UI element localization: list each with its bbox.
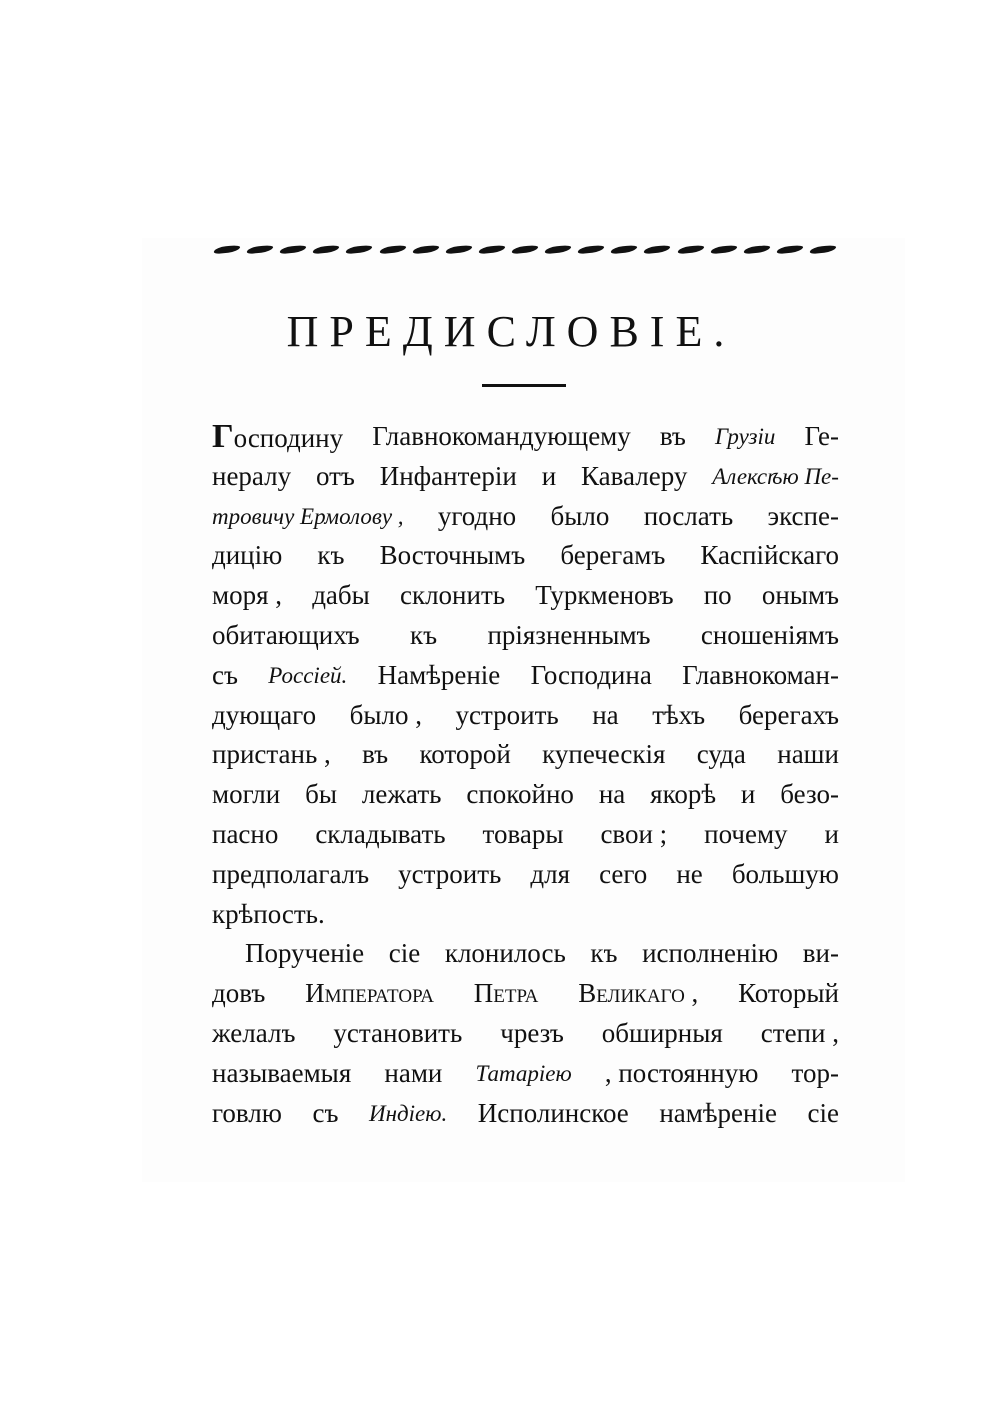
- word: онымъ: [761, 580, 839, 611]
- text-line: [212, 1054, 839, 1094]
- ornament-flourish-icon: [643, 244, 672, 253]
- word: устроить: [398, 858, 502, 889]
- ornament-flourish-icon: [478, 244, 507, 253]
- word: Татаріею: [475, 1060, 572, 1086]
- ornament-flourish-icon: [709, 244, 738, 253]
- text-line: [212, 934, 839, 974]
- paragraph: [212, 417, 839, 934]
- word: свои ;: [600, 818, 668, 849]
- word: и: [541, 460, 557, 491]
- word: Который: [738, 978, 839, 1009]
- word: товары: [482, 818, 564, 849]
- ornament-flourish-icon: [676, 244, 705, 253]
- word: Индіею.: [369, 1100, 448, 1126]
- text-line: [212, 457, 839, 497]
- word: къ: [317, 540, 345, 571]
- word: съ: [312, 1097, 339, 1128]
- word: довъ: [212, 978, 266, 1009]
- text-line: [212, 815, 839, 855]
- word: клонилось: [444, 938, 566, 969]
- text-line: [212, 497, 839, 537]
- word: суда: [696, 739, 746, 770]
- ornament-flourish-icon: [411, 244, 440, 253]
- word: моря ,: [212, 580, 283, 611]
- page-title: ПРЕДИСЛОВІЕ.: [286, 307, 736, 356]
- word: къ: [590, 938, 618, 969]
- text-line: [212, 855, 839, 895]
- word: наши: [777, 739, 839, 770]
- ornament-flourish-icon: [544, 244, 573, 253]
- title-divider-rule: [482, 384, 566, 387]
- word: предполагалъ: [212, 858, 370, 889]
- word: Главнокомандующему: [372, 421, 631, 451]
- word: желалъ: [212, 1017, 296, 1048]
- word: Восточнымъ: [379, 540, 526, 571]
- word: Великаго ,: [578, 978, 699, 1009]
- word: Императора: [305, 978, 434, 1009]
- word: пріязненнымъ: [487, 619, 651, 650]
- text-line: [212, 775, 839, 815]
- word: Намѣреніе: [377, 659, 501, 690]
- text-line: [212, 536, 839, 576]
- ornament-flourish-icon: [742, 244, 771, 253]
- word: бы: [305, 779, 338, 810]
- word: пристань ,: [212, 739, 331, 770]
- word: съ: [212, 659, 238, 690]
- word: крѣпость.: [212, 898, 325, 929]
- word: сего: [599, 858, 648, 889]
- word: дицію: [212, 540, 283, 571]
- ornament-flourish-icon: [345, 244, 374, 253]
- word: исполненію: [642, 938, 779, 969]
- word: почему: [704, 818, 788, 849]
- word: Господину: [212, 418, 344, 455]
- word: отъ: [315, 460, 355, 491]
- word: берегахъ: [738, 699, 839, 730]
- word: купеческія: [542, 739, 666, 770]
- text-line: [212, 735, 839, 775]
- word: нералу: [212, 460, 292, 491]
- word: экспе-: [767, 500, 839, 531]
- word: было: [550, 500, 610, 531]
- word: которой: [419, 739, 511, 770]
- ornament-flourish-icon: [246, 244, 275, 253]
- word: Главнокоман-: [682, 659, 839, 690]
- word: Порученіе: [245, 938, 365, 969]
- word: послать: [643, 500, 734, 531]
- word: по: [703, 580, 732, 611]
- decorative-headpiece-border: [215, 240, 835, 258]
- word: тровичу Ермолову ,: [212, 503, 404, 529]
- drop-cap: Г: [212, 418, 234, 455]
- word: и: [740, 779, 756, 810]
- word: называемыя: [212, 1057, 352, 1088]
- word: было ,: [349, 699, 422, 730]
- word: безо-: [780, 779, 839, 810]
- text-line: [212, 696, 839, 736]
- word: устроить: [455, 699, 559, 730]
- word: не: [676, 858, 703, 889]
- text-line: [212, 656, 839, 696]
- word: дабы: [312, 580, 370, 611]
- word: Грузіи: [714, 424, 776, 449]
- word: Кавалеру: [580, 460, 688, 491]
- word: берегамъ: [560, 540, 666, 571]
- word: Алексѣю Пе-: [712, 463, 839, 489]
- word: сіе: [388, 938, 421, 969]
- text-line: [212, 417, 839, 457]
- word: тор-: [791, 1057, 839, 1088]
- word: дующаго: [212, 699, 317, 730]
- word: угодно: [437, 500, 517, 531]
- word: Туркменовъ: [535, 580, 674, 611]
- word: спокойно: [466, 779, 574, 810]
- paragraph: [212, 934, 839, 1133]
- word: склонить: [399, 580, 506, 611]
- word: могли: [212, 779, 281, 810]
- word: Ге-: [804, 421, 839, 451]
- word: сіе: [807, 1097, 839, 1128]
- text-line: [212, 895, 839, 935]
- word: Петра: [473, 978, 539, 1009]
- text-line: [212, 1014, 839, 1054]
- word: на: [592, 699, 619, 730]
- text-line: [212, 616, 839, 656]
- word: установить: [333, 1017, 463, 1048]
- word: степи ,: [760, 1017, 839, 1048]
- word: на: [598, 779, 626, 810]
- word: Исполинское: [477, 1097, 629, 1128]
- text-line: [212, 974, 839, 1014]
- ornament-flourish-icon: [577, 244, 606, 253]
- word: и: [824, 818, 839, 849]
- word: говлю: [212, 1097, 282, 1128]
- ornament-flourish-icon: [511, 244, 540, 253]
- ornament-flourish-icon: [378, 244, 407, 253]
- word: складывать: [315, 818, 446, 849]
- ornament-flourish-icon: [213, 244, 242, 253]
- word: пасно: [212, 818, 279, 849]
- word: обширныя: [601, 1017, 723, 1048]
- word: Каспійскаго: [700, 540, 839, 571]
- word: Господина: [530, 659, 652, 690]
- ornament-flourish-icon: [444, 244, 473, 253]
- word: намѣреніе: [659, 1097, 777, 1128]
- ornament-flourish-icon: [610, 244, 639, 253]
- word: нами: [384, 1057, 443, 1088]
- word: къ: [410, 619, 438, 650]
- ornament-flourish-icon: [279, 244, 308, 253]
- word: лежать: [361, 779, 442, 810]
- word: , постоянную: [604, 1057, 759, 1088]
- text-line: [212, 1094, 839, 1134]
- word: въ: [659, 421, 686, 451]
- ornament-flourish-icon: [809, 244, 838, 253]
- word: въ: [362, 739, 389, 770]
- word: ви-: [802, 938, 839, 969]
- word: Инфантеріи: [379, 460, 517, 491]
- word: Россіей.: [268, 662, 348, 688]
- text-line: [212, 576, 839, 616]
- word: якорѣ: [650, 779, 716, 810]
- ornament-flourish-icon: [312, 244, 341, 253]
- word: большую: [731, 858, 839, 889]
- word: сношеніямъ: [700, 619, 839, 650]
- word: для: [530, 858, 571, 889]
- word: тѣхъ: [652, 699, 706, 730]
- body-text: [212, 417, 839, 1133]
- word: обитающихъ: [212, 619, 360, 650]
- ornament-flourish-icon: [776, 244, 805, 253]
- word: чрезъ: [500, 1017, 564, 1048]
